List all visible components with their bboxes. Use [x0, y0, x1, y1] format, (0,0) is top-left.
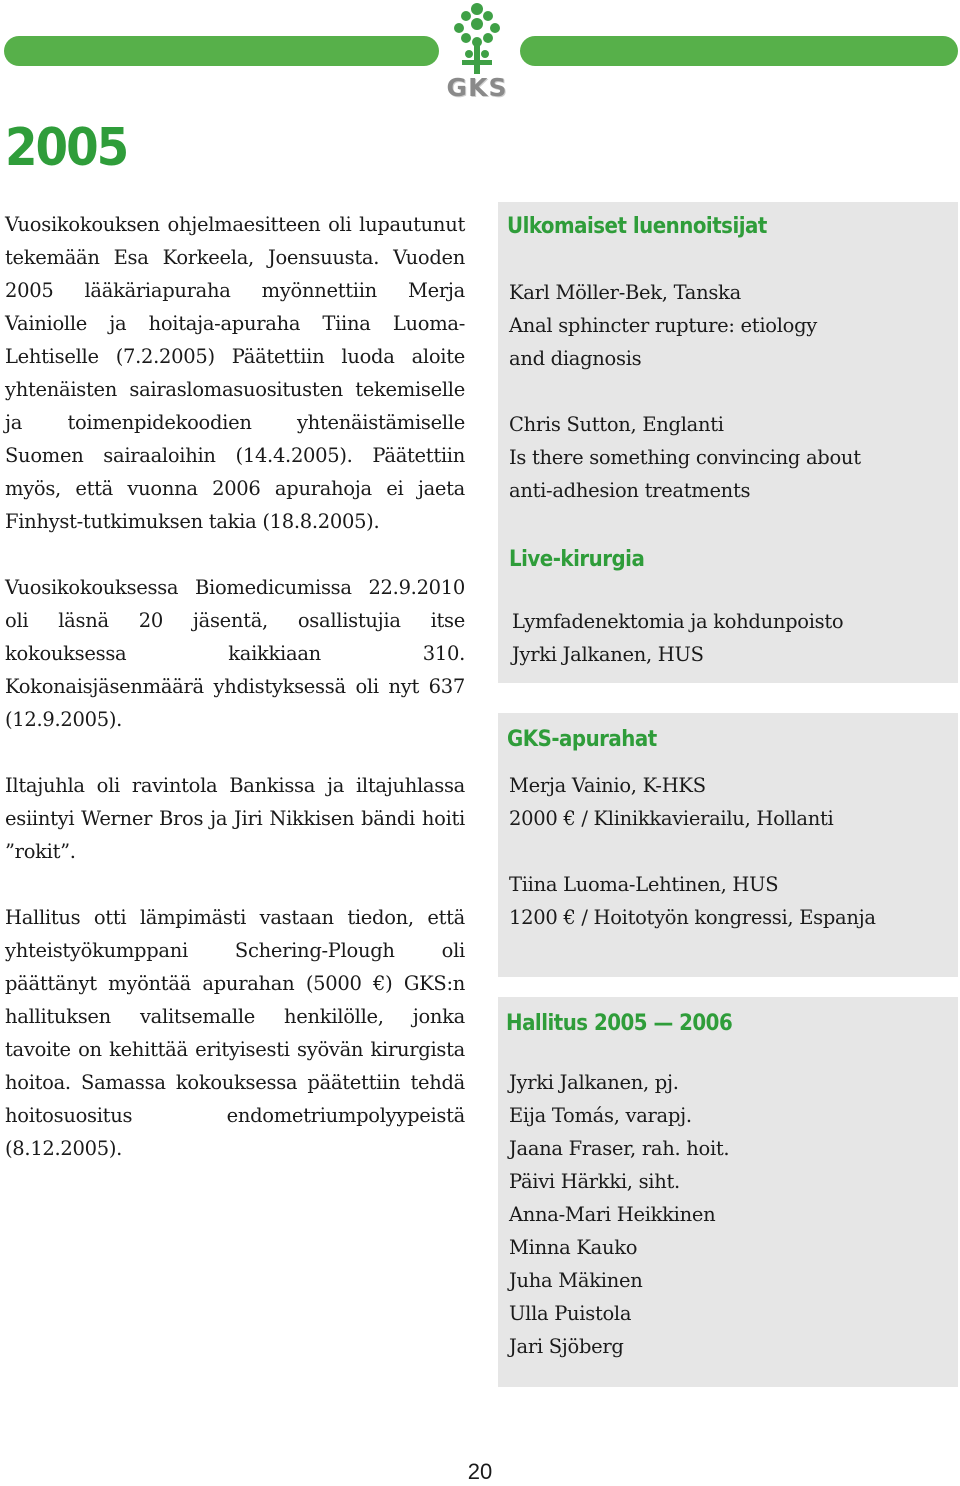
grants-heading: GKS-apurahat: [507, 727, 657, 752]
board-member: Minna Kauko: [509, 1236, 638, 1259]
lecture-title: Is there something convincing about: [509, 446, 861, 469]
board-member: Jaana Fraser, rah. hoit.: [509, 1137, 730, 1160]
lecturer-name: Karl Möller-Bek, Tanska: [509, 281, 741, 304]
paragraph: Hallitus otti lämpimästi vastaan tiedon, että yhteistyökumppani Schering-Plough oli päättänyt myöntää apurahan (5000 €) GKS:n hallituksen valitsemalle henkilölle, jonka tavoite on kehittää erityisesti syövän kirurgista hoitoa. Samassa kokouksessa päätettiin tehdä hoitosuositus endometriumpolyypeistä (8.12.2005).: [5, 906, 465, 1160]
paragraph: Vuosikokouksen ohjelmaesitteen oli lupautunut tekemään Esa Korkeela, Joensuusta. Vuoden 2005 lääkäriapuraha myönnettiin Merja Vainiolle ja hoitaja-apuraha Tiina Luoma-Lehtiselle (7.2.2005) Päätettiin luoda aloite yhtenäisten sairaslomasuositusten tekemiselle ja toimenpidekoodien yhtenäistämiselle Suomen sairaaloihin (14.4.2005). Päätettiin myös, että vuonna 2006 apurahoja ei jaeta Finhyst-tutkimuksen takia (18.8.2005).: [5, 213, 465, 533]
lecture-title: and diagnosis: [509, 347, 642, 370]
lecture-title: anti-adhesion treatments: [509, 479, 751, 502]
live-surgery-entry: [512, 605, 843, 671]
tree-icon: [436, 0, 518, 78]
header-bar-left: [4, 36, 439, 66]
board-member: Jari Sjöberg: [509, 1335, 624, 1358]
board-panel: [498, 997, 958, 1387]
board-member: Päivi Härkki, siht.: [509, 1170, 680, 1193]
lecturer-name: Chris Sutton, Englanti: [509, 413, 724, 436]
board-heading: Hallitus 2005 — 2006: [506, 1011, 733, 1036]
lecture-title: Anal sphincter rupture: etiology: [509, 314, 817, 337]
grant-recipient: Merja Vainio, K-HKS: [509, 774, 706, 797]
grants-panel: [498, 713, 958, 977]
main-text-column: [5, 208, 465, 1198]
lecturer-entry: [509, 408, 861, 507]
board-member: Jyrki Jalkanen, pj.: [509, 1071, 679, 1094]
board-member: Eija Tomás, varapj.: [509, 1104, 692, 1127]
grant-entry: [509, 868, 876, 934]
logo-text: GKS: [446, 73, 508, 102]
grant-details: 1200 € / Hoitotyön kongressi, Espanja: [509, 906, 876, 929]
grant-entry: [509, 769, 833, 835]
page-number: 20: [467, 1459, 493, 1484]
surgeon-name: Jyrki Jalkanen, HUS: [512, 643, 704, 666]
board-member-list: [509, 1066, 729, 1363]
grant-details: 2000 € / Klinikkavierailu, Hollanti: [509, 807, 834, 830]
lecturers-heading: Ulkomaiset luennoitsijat: [507, 214, 767, 239]
paragraph: Iltajuhla oli ravintola Bankissa ja iltajuhlassa esiintyi Werner Bros ja Jiri Nikkisen bändi hoiti ”rokit”.: [5, 774, 465, 863]
operation-name: Lymfadenektomia ja kohdunpoisto: [512, 610, 844, 633]
live-surgery-heading: Live-kirurgia: [509, 547, 645, 572]
lecturers-panel: [498, 202, 958, 683]
lecturer-entry: [509, 276, 817, 375]
board-member: Juha Mäkinen: [509, 1269, 643, 1292]
gks-logo: [436, 0, 518, 104]
header-bar-right: [520, 36, 958, 66]
paragraph: Vuosikokouksessa Biomedicumissa 22.9.2010 oli läsnä 20 jäsentä, osallistujia itse kokouksessa kaikkiaan 310. Kokonaisjäsenmäärä yhdistyksessä oli nyt 637 (12.9.2005).: [5, 576, 465, 731]
page-title: 2005: [5, 118, 128, 178]
board-member: Ulla Puistola: [509, 1302, 632, 1325]
grant-recipient: Tiina Luoma-Lehtinen, HUS: [509, 873, 779, 896]
board-member: Anna-Mari Heikkinen: [509, 1203, 716, 1226]
